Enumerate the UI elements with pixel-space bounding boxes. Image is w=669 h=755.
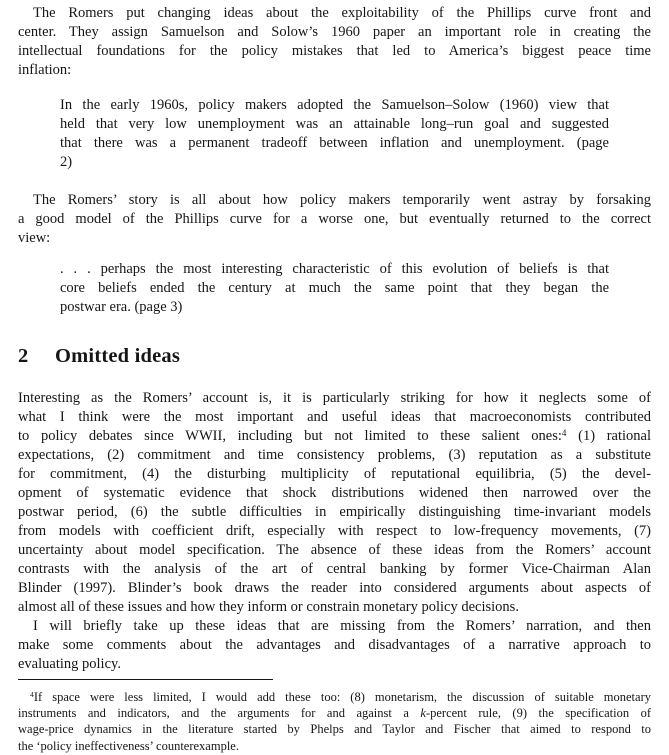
- section-heading: [18, 344, 651, 368]
- paragraph-3: [18, 389, 651, 617]
- text-line: The Romers’ story is all about how policy makers temporarily went astray by forsaking: [33, 192, 651, 208]
- footnote-line: wage-price dynamics in the literature started by Phelps and Taylor and Fischer that aimed to respond to: [18, 722, 651, 737]
- text-line: from models with coefficient drift, especially with respect to low-frequency movements, (7): [18, 523, 651, 539]
- text-line: held that very low unemployment was an attainable long–run goal and suggested: [60, 116, 609, 132]
- text-line: Interesting as the Romers’ account is, it is particularly striking for how it neglects some of: [18, 390, 651, 406]
- text-line: inflation:: [18, 62, 72, 78]
- text-line: center. They assign Samuelson and Solow’s 1960 paper an important role in creating the: [18, 24, 651, 40]
- block-quote-2: [60, 260, 609, 317]
- text-line: expectations, (2) commitment and time consistency problems, (3) reputation as a substitute: [18, 447, 651, 463]
- footnote-line: the ‘policy ineffectiveness’ counterexample.: [18, 738, 239, 753]
- footnote: [18, 689, 651, 754]
- text-line: to policy debates since WWII, including but not limited to these salient ones:$^4$ (1) rational: [18, 427, 651, 444]
- text-line: In the early 1960s, policy makers adopted the Samuelson–Solow (1960) view that: [60, 97, 609, 113]
- block-quote-1: [60, 96, 609, 172]
- text-line: almost all of these issues and how they inform or constrain monetary policy decisions.: [18, 599, 519, 615]
- text-line: postwar period, (6) the subtle difficulties in empirically distinguishing time-invariant models: [18, 504, 651, 520]
- text-line: . . . perhaps the most interesting characteristic of this evolution of beliefs is that: [60, 261, 609, 277]
- paragraph-1: [18, 4, 651, 80]
- text-line: contrasts with the analysis of the art of central banking by former Vice-Chairman Alan: [18, 561, 651, 577]
- text-line: make some comments about the advantages and disadvantages of a narrative approach to: [18, 637, 651, 653]
- text-line: evaluating policy.: [18, 656, 121, 672]
- paragraph-4: [18, 617, 651, 674]
- text-line: core beliefs ended the century at much the same point that they began the: [60, 280, 609, 296]
- section-title: Omitted ideas: [55, 345, 181, 367]
- text-line: for commitment, (4) the disturbing multiplicity of reputational equilibria, (5) the devel-: [18, 466, 651, 482]
- footnote-rule: [18, 679, 273, 680]
- text-line: opment of systematic evidence that shock distributions widened then narrowed over the: [18, 485, 651, 501]
- section-number: 2: [18, 345, 29, 367]
- text-line: a good model of the Phillips curve for a worse one, but eventually returned to the correct: [18, 211, 651, 227]
- text-line: Blinder (1997). Blinder’s book draws the reader into considered arguments about aspects of: [18, 580, 651, 596]
- text-line: uncertainty about model specification. The absence of these ideas from the Romers’ account: [18, 542, 651, 558]
- text-line: that there was a permanent tradeoff between inflation and unemployment. (page: [60, 135, 609, 151]
- text-line: I will briefly take up these ideas that are missing from the Romers’ narration, and then: [33, 618, 651, 634]
- paragraph-2: [18, 191, 651, 248]
- text-line: view:: [18, 230, 51, 246]
- footnote-line: instruments and indicators, and the arguments for and against a k-percent rule, (9) the specification of: [18, 706, 651, 721]
- text-line: The Romers put changing ideas about the exploitability of the Phillips curve front and: [33, 5, 651, 21]
- text-line: what I think were the most important and useful ideas that macroeconomists contributed: [18, 409, 651, 425]
- footnote-line: $^4$If space were less limited, I would add these too: (8) monetarism, the discussion of suitable monetary: [30, 690, 651, 704]
- text-line: intellectual foundations for the policy mistakes that led to America’s biggest peace time: [18, 43, 651, 59]
- text-line: postwar era. (page 3): [60, 299, 183, 315]
- text-line: 2): [60, 154, 73, 170]
